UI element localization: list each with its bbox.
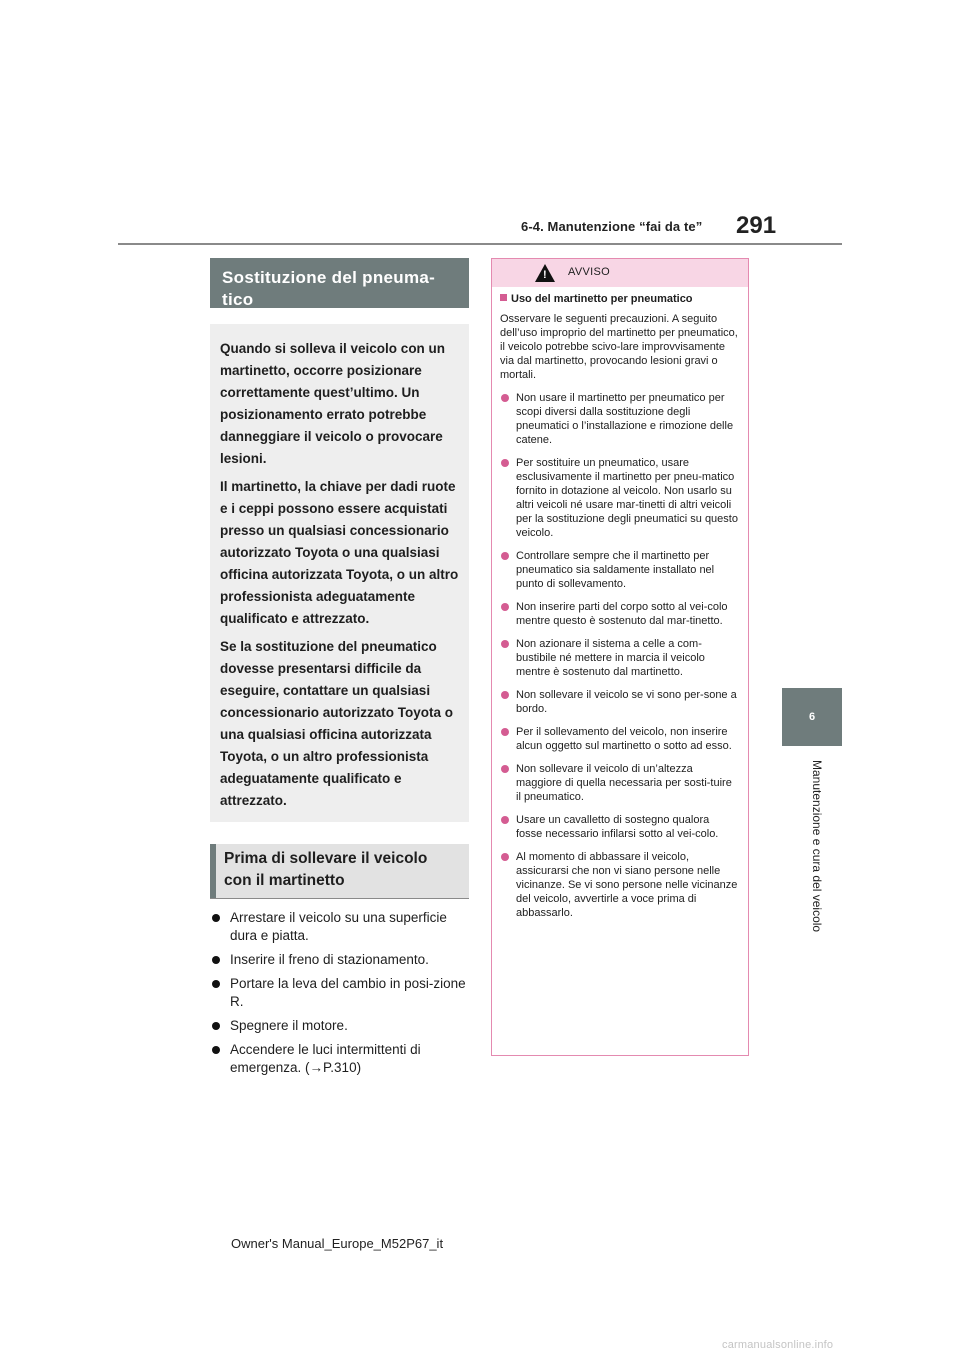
warning-item <box>500 762 738 804</box>
warning-glyph: ! <box>543 269 547 281</box>
warning-item-text: Al momento di abbassare il veicolo, assicurarsi che non vi siano persone nelle vicinanze. Se vi sono persone nelle vicinanze del veicolo, avvertirle a voce prima di abbassarlo. <box>516 851 738 919</box>
bullet-icon <box>212 1046 220 1054</box>
list-item-text: Accendere le luci intermittenti di emergenza. (→P.310) <box>230 1042 421 1075</box>
warning-list <box>500 391 738 920</box>
list-item <box>210 909 469 945</box>
warning-item-text: Non azionare il sistema a celle a com-bustibile né mettere in marcia il veicolo mentre è sostenuto dal martinetto. <box>516 638 705 678</box>
section-heading-text: Sostituzione del pneuma- tico <box>222 268 436 308</box>
list-item-text: Arrestare il veicolo su una superficie dura e piatta. <box>230 910 447 943</box>
warning-item <box>500 391 738 447</box>
list-item <box>210 1017 469 1035</box>
list-item-text: Portare la leva del cambio in posi-zione R. <box>230 976 466 1009</box>
sub-heading: Prima di sollevare il veicolo con il martinetto <box>210 844 469 899</box>
warning-item <box>500 688 738 716</box>
warning-item-text: Non sollevare il veicolo di un’altezza maggiore di quella necessaria per sosti-tuire il pneumatico. <box>516 763 732 803</box>
bullet-icon <box>501 640 509 648</box>
warning-title: AVVISO <box>568 266 610 278</box>
warning-subheading-text: Uso del martinetto per pneumatico <box>511 293 693 305</box>
page-number: 291 <box>736 212 777 239</box>
warning-item-text: Non inserire parti del corpo sotto al vei-colo mentre questo è sostenuto dal mar-tinetto. <box>516 601 728 627</box>
document-id: Owner's Manual_Europe_M52P67_it <box>231 1236 444 1251</box>
info-box <box>210 324 469 822</box>
list-item-text: Inserire il freno di stazionamento. <box>230 952 429 967</box>
chapter-tab[interactable]: 6 <box>782 688 842 746</box>
warning-item-text: Non usare il martinetto per pneumatico per scopi diversi dalla sostituzione degli pneumatici o l’installazione e rimozione delle catene. <box>516 392 734 446</box>
warning-item-text: Controllare sempre che il martinetto per pneumatico sia saldamente installato nel punto di sollevamento. <box>516 550 715 590</box>
list-item <box>210 975 469 1011</box>
bullet-icon <box>501 603 509 611</box>
bullet-icon <box>501 552 509 560</box>
bullet-icon <box>212 980 220 988</box>
watermark: carmanualsonline.info <box>722 1339 834 1351</box>
header-divider <box>118 243 842 245</box>
bullet-icon <box>212 956 220 964</box>
bullet-icon <box>501 394 509 402</box>
section-title: 6-4. Manutenzione “fai da te” <box>521 219 703 234</box>
section-heading <box>210 258 469 308</box>
list-item-text: Spegnere il motore. <box>230 1018 348 1033</box>
left-column <box>210 258 469 1083</box>
bullet-icon <box>501 765 509 773</box>
warning-subheading <box>500 292 738 306</box>
info-paragraph: Se la sostituzione del pneumatico dovesse presentarsi difficile da eseguire, contattare un qualsiasi concessionario autorizzato Toyota o una qualsiasi officina autorizzata Toyota, o un altro professionista adeguatamente qualificato e attrezzato. <box>220 639 454 808</box>
warning-item <box>500 549 738 591</box>
warning-item <box>500 813 738 841</box>
warning-triangle-icon <box>535 264 555 282</box>
warning-item-text: Non sollevare il veicolo se vi sono per-sone a bordo. <box>516 689 737 715</box>
bullet-icon <box>501 459 509 467</box>
warning-item <box>500 600 738 628</box>
info-paragraph: Il martinetto, la chiave per dadi ruote e i ceppi possono essere acquistati presso un qualsiasi concessionario autorizzato Toyota o una qualsiasi officina autorizzata Toyota, o un altro professionista adeguatamente qualificato e attrezzato. <box>220 479 459 626</box>
bullet-icon <box>212 1022 220 1030</box>
warning-body <box>492 287 748 920</box>
warning-header <box>492 259 748 287</box>
list-item <box>210 1041 469 1077</box>
info-paragraph: Quando si solleva il veicolo con un martinetto, occorre posizionare correttamente quest’ultimo. Un posizionamento errato potrebbe danneggiare il veicolo o provocare lesioni. <box>220 341 446 466</box>
bullet-icon <box>501 691 509 699</box>
warning-box <box>491 258 749 1056</box>
warning-item-text: Per il sollevamento del veicolo, non inserire alcun oggetto sul martinetto o sotto ad esso. <box>516 726 732 752</box>
warning-item <box>500 456 738 540</box>
bullet-icon <box>501 816 509 824</box>
square-bullet-icon <box>500 294 507 301</box>
bullet-icon <box>212 914 220 922</box>
list-item <box>210 951 469 969</box>
warning-item <box>500 850 738 920</box>
warning-item <box>500 637 738 679</box>
warning-item-text: Usare un cavalletto di sostegno qualora fosse necessario infilarsi sotto al vei-colo. <box>516 814 719 840</box>
bullet-icon <box>501 853 509 861</box>
chapter-title-vertical: Manutenzione e cura del veicolo <box>810 760 824 933</box>
bullet-icon <box>501 728 509 736</box>
steps-list <box>210 909 469 1077</box>
warning-item <box>500 725 738 753</box>
warning-intro: Osservare le seguenti precauzioni. A seguito dell’uso improprio del martinetto per pneumatico, il veicolo potrebbe scivo-lare improvvisamente via dal martinetto, provocando lesioni gravi o mortali. <box>500 313 738 381</box>
warning-item-text: Per sostituire un pneumatico, usare esclusivamente il martinetto per pneu-matico fornito in dotazione al veicolo. Non usarlo su altri veicoli né usare mar-tinetti di altri veicoli per la sostituzione degli pneumatici su questo veicolo. <box>516 457 738 539</box>
